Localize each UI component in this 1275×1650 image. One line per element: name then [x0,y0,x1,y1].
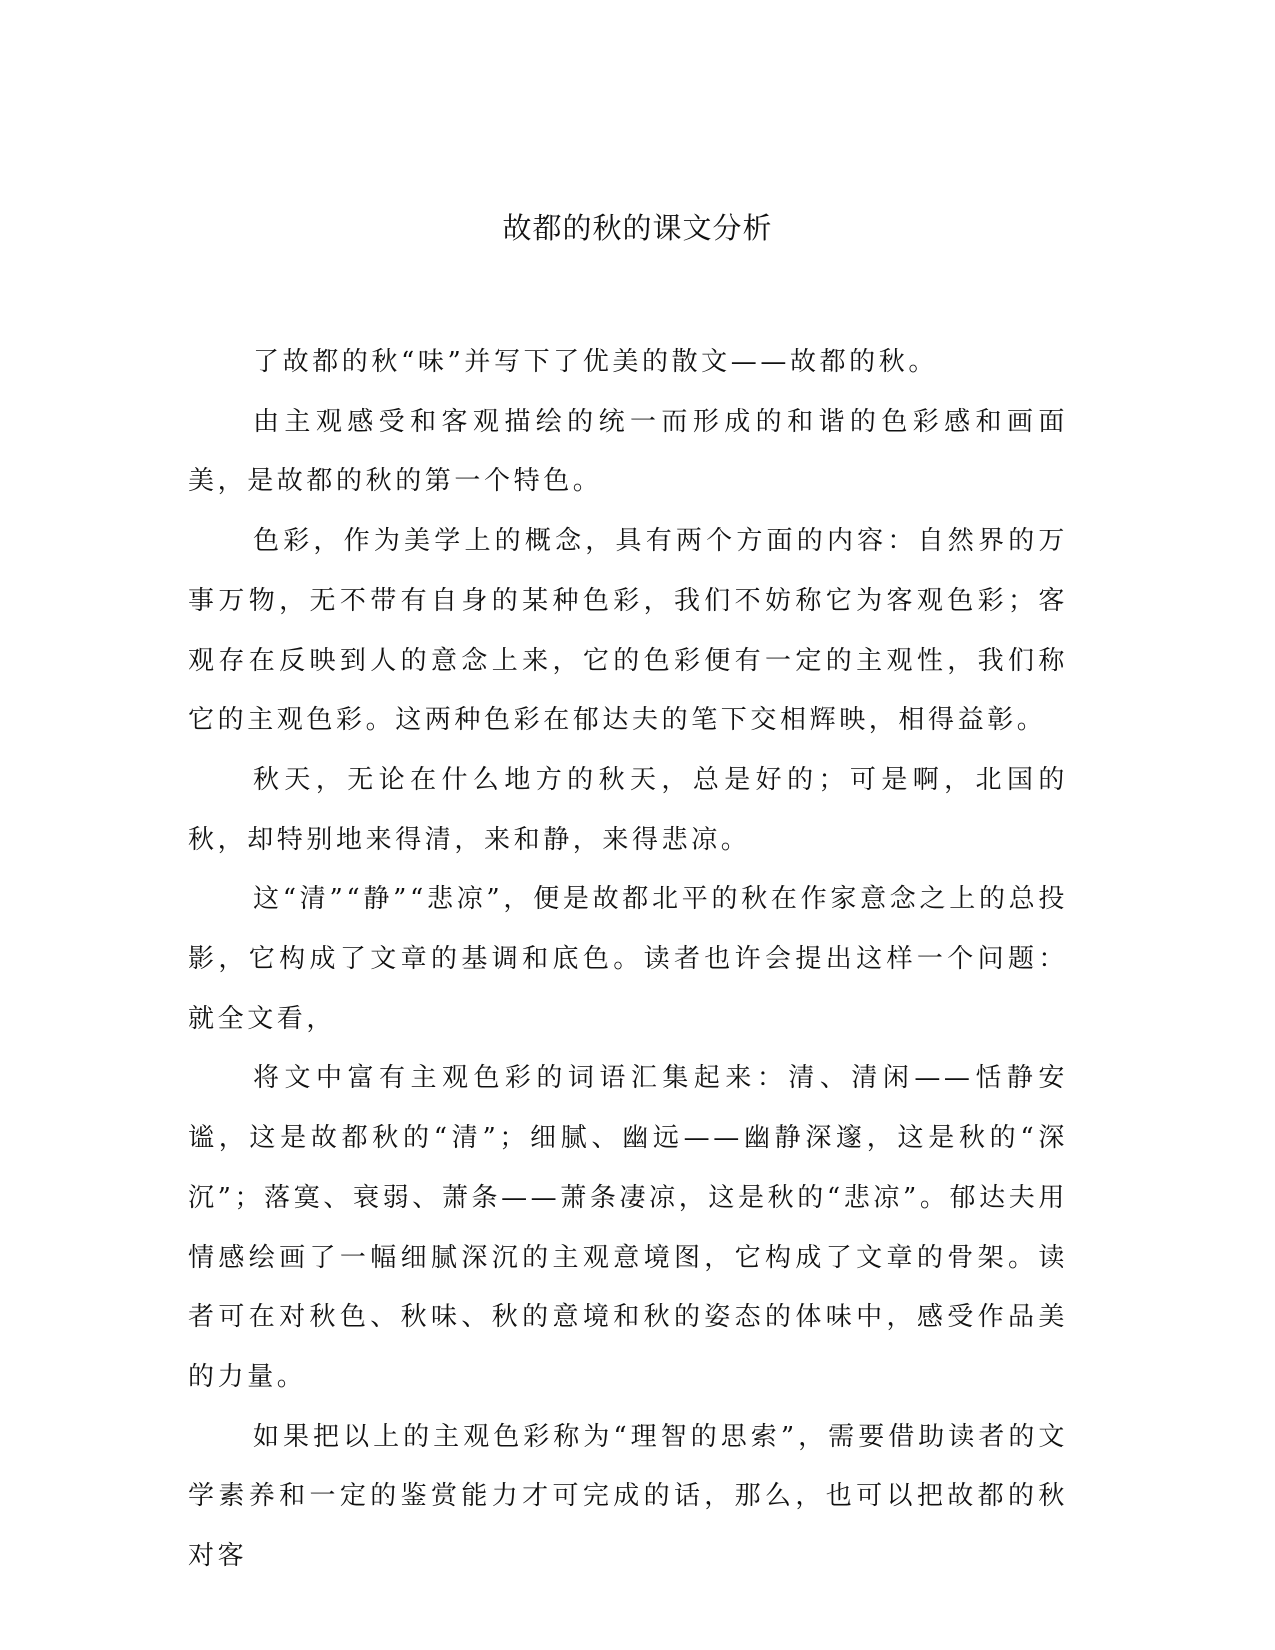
paragraph: 色彩，作为美学上的概念，具有两个方面的内容：自然界的万事万物，无不带有自身的某种色彩，我们不妨称它为客观色彩；客观存在反映到人的意念上来，它的色彩便有一定的主观性，我们称它的主观色彩。这两种色彩在郁达夫的笔下交相辉映，相得益彰。 [188,526,1068,736]
document-body [188,333,1068,1587]
paragraph: 如果把以上的主观色彩称为“理智的思索”，需要借助读者的文学素养和一定的鉴赏能力才可完成的话，那么，也可以把故都的秋对客 [188,1421,1068,1572]
paragraph: 由主观感受和客观描绘的统一而形成的和谐的色彩感和画面美，是故都的秋的第一个特色。 [188,406,1068,497]
paragraph: 秋天，无论在什么地方的秋天，总是好的；可是啊，北国的秋，却特别地来得清，来和静，来得悲凉。 [188,764,1068,855]
document-title: 故都的秋的课文分析 [502,211,773,245]
paragraph: 了故都的秋“味”并写下了优美的散文——故都的秋。 [253,347,938,377]
paragraph: 将文中富有主观色彩的词语汇集起来：清、清闲——恬静安谧，这是故都秋的“清”；细腻、幽远——幽静深邃，这是秋的“深沉”；落寞、衰弱、萧条——萧条凄凉，这是秋的“悲凉”。郁达夫用情感绘画了一幅细腻深沉的主观意境图，它构成了文章的骨架。读者可在对秋色、秋味、秋的意境和秋的姿态的体味中，感受作品美的力量。 [188,1063,1068,1392]
paragraph: 这“清”“静”“悲凉”，便是故都北平的秋在作家意念之上的总投影，它构成了文章的基调和底色。读者也许会提出这样一个问题：就全文看， [188,884,1068,1034]
